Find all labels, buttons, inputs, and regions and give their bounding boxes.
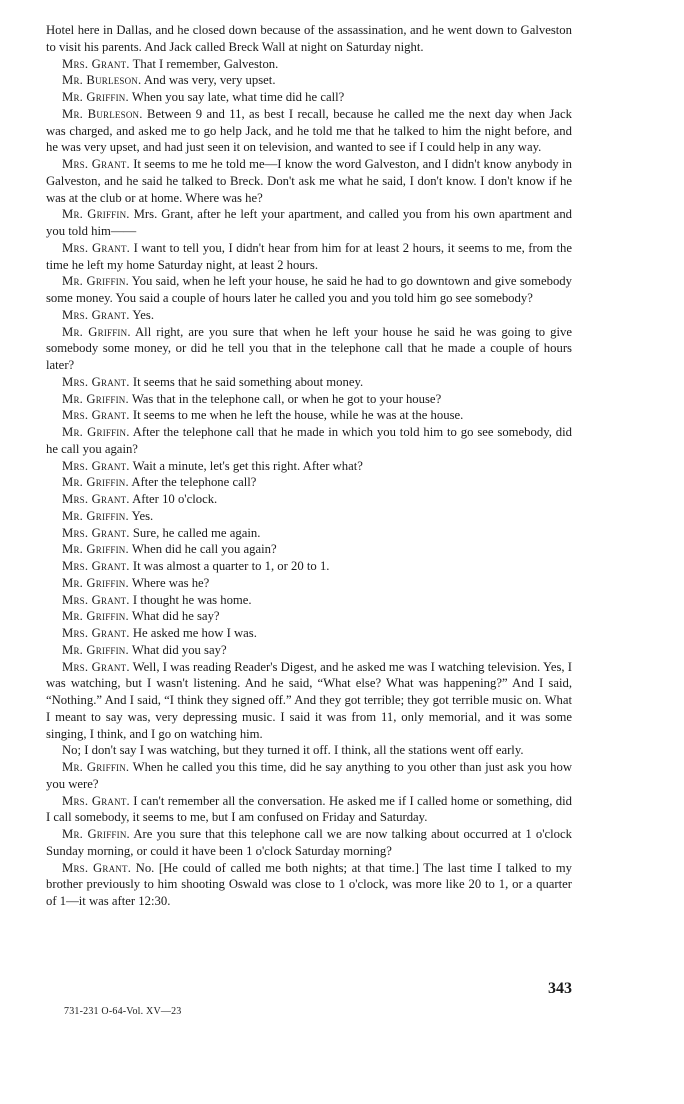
speaker-name: Mrs. Grant.: [62, 860, 132, 875]
transcript-paragraph: [46, 324, 572, 374]
transcript-paragraph: [46, 72, 572, 89]
speaker-name: Mr. Griffin.: [62, 642, 129, 657]
speaker-name: Mr. Burleson.: [62, 73, 142, 88]
speech-text: Wait a minute, let's get this right. After what?: [129, 458, 363, 473]
transcript-paragraph: [46, 558, 572, 575]
speaker-name: Mrs. Grant.: [62, 626, 130, 640]
speech-text: When you say late, what time did he call?: [128, 90, 345, 104]
speech-text: It seems to me when he left the house, while he was at the house.: [129, 408, 464, 423]
transcript-paragraph: [46, 273, 572, 307]
speech-text: I thought he was home.: [129, 592, 252, 607]
transcript-paragraph: [46, 860, 572, 910]
speech-text: I want to tell you, I didn't hear from him for at least 2 hours, it seems to me, from the time he left my home Saturday night, at least 2 hours.: [46, 240, 572, 272]
transcript-paragraph: [46, 508, 572, 525]
transcript-paragraph: [46, 793, 572, 827]
speech-text: After the telephone call?: [128, 475, 257, 490]
transcript-paragraph: [46, 89, 572, 106]
transcript-paragraph: [46, 240, 572, 274]
speaker-name: Mrs. Grant.: [62, 525, 130, 540]
transcript-paragraph: [46, 608, 572, 625]
speaker-name: Mrs. Grant.: [62, 56, 130, 71]
page-number: 343: [548, 980, 572, 997]
speech-text: Are you sure that this telephone call we are now talking about occurred at 1 o'clock Sunday morning, or could it have been 1 o'clock Saturday morning?: [46, 827, 573, 858]
speaker-name: Mrs. Grant.: [62, 458, 130, 473]
speech-text: You said, when he left your house, he said he had to go downtown and give somebody some money. You said a couple of hours later he called you and you told him go see somebody?: [46, 274, 572, 305]
transcript-paragraph: [46, 625, 572, 642]
speech-text: Between 9 and 11, as best I recall, because he called me the next day when Jack was charged, and asked me to go help Jack, and he told me that he talked to him the night before, and he was very upset, and had just seen it on television, and wanted to see if I could help in any way.: [46, 106, 572, 155]
speaker-name: Mrs. Grant.: [62, 408, 130, 423]
speaker-name: Mrs. Grant.: [62, 492, 130, 506]
transcript-paragraph: [46, 541, 572, 558]
speech-text: He asked me how I was.: [129, 626, 257, 640]
transcript-paragraph: [46, 659, 572, 743]
transcript-paragraph: [46, 424, 572, 458]
speech-text: Was that in the telephone call, or when he got to your house?: [128, 391, 442, 406]
speech-text: Well, I was reading Reader's Digest, and he asked me was I watching television. Yes, I was watching, but I wasn't listening. And he said, “What else? What was happening?” And I said, “Nothing.” And I said, “I think they signed off.” And they got terrible; they got terrible music on. What I meant to say was, very depressing music. I said it was from 11, only memorial, and it was some singing, I think, and I go on watching him.: [46, 659, 572, 741]
transcript-paragraph: [46, 759, 572, 793]
speaker-name: Mr. Griffin.: [62, 425, 130, 439]
speech-text: Hotel here in Dallas, and he closed down because of the assassination, and he went down to Galveston to visit his parents. And Jack called Breck Wall at night on Saturday night.: [46, 23, 572, 54]
speaker-name: Mr. Griffin.: [62, 827, 130, 841]
transcript-paragraph: [46, 391, 572, 408]
transcript-body: [46, 22, 572, 910]
speech-text: No; I don't say I was watching, but they turned it off. I think, all the stations went off early.: [62, 743, 524, 758]
speech-text: It was almost a quarter to 1, or 20 to 1.: [129, 559, 330, 573]
speech-text: When did he call you again?: [128, 542, 277, 557]
transcript-paragraph: [46, 575, 572, 592]
speaker-name: Mr. Griffin.: [62, 475, 129, 490]
speech-text: It seems that he said something about money.: [129, 374, 364, 389]
transcript-paragraph: [46, 56, 572, 73]
transcript-paragraph: [46, 407, 572, 424]
speaker-name: Mrs. Grant.: [62, 307, 130, 322]
speaker-name: Mr. Griffin.: [62, 760, 130, 774]
transcript-paragraph: [46, 826, 572, 860]
speech-text: It seems to me he told me—I know the word Galveston, and I didn't know anybody in Galveston, and he said he talked to Breck. Don't ask me what he said, I don't know. I don't know if he was at the club or at home. Where was he?: [46, 157, 572, 205]
transcript-paragraph: [46, 458, 572, 475]
speaker-name: Mr. Griffin.: [62, 508, 129, 523]
transcript-paragraph: [46, 374, 572, 391]
speaker-name: Mrs. Grant.: [62, 374, 130, 389]
speech-text: I can't remember all the conversation. He asked me if I called home or something, did I call somebody, it seems to me, but I am confused on Friday and Saturday.: [46, 793, 572, 825]
transcript-paragraph: [46, 307, 572, 324]
speech-text: Mrs. Grant, after he left your apartment, and called you from his own apartment and you told him——: [46, 207, 573, 238]
speech-text: All right, are you sure that when he left your house he said he was going to give somebody some money, or did he tell you that in the telephone call that he made a couple of hours later?: [46, 324, 572, 372]
speaker-name: Mr. Griffin.: [62, 274, 129, 289]
transcript-paragraph: [46, 474, 572, 491]
speaker-name: Mrs. Grant.: [62, 240, 131, 255]
speaker-name: Mrs. Grant.: [62, 793, 130, 808]
speaker-name: Mrs. Grant.: [62, 559, 130, 573]
speaker-name: Mr. Griffin.: [62, 391, 129, 406]
speech-text: What did you say?: [128, 642, 227, 657]
transcript-paragraph: [46, 642, 572, 659]
transcript-paragraph: [46, 106, 572, 156]
speaker-name: Mr. Griffin.: [62, 324, 131, 339]
transcript-paragraph: [46, 156, 572, 206]
speech-text: What did he say?: [128, 609, 220, 624]
speech-text: Sure, he called me again.: [129, 525, 261, 540]
speech-text: Where was he?: [128, 575, 210, 590]
speech-text: Yes.: [128, 508, 154, 523]
print-footer: 731-231 O-64-Vol. XV—23: [64, 1006, 182, 1017]
speech-text: When he called you this time, did he say anything to you other than just ask you how you were?: [46, 760, 572, 791]
speech-text: After the telephone call that he made in which you told him to go see somebody, did he call you again?: [46, 425, 572, 456]
transcript-paragraph: [46, 742, 572, 759]
speaker-name: Mr. Griffin.: [62, 575, 129, 590]
transcript-paragraph: [46, 22, 572, 56]
transcript-paragraph: [46, 491, 572, 508]
speaker-name: Mrs. Grant.: [62, 659, 130, 674]
speaker-name: Mr. Griffin.: [62, 207, 130, 222]
speaker-name: Mrs. Grant.: [62, 157, 130, 171]
transcript-paragraph: [46, 525, 572, 542]
speech-text: And was very, very upset.: [141, 73, 276, 88]
speech-text: After 10 o'clock.: [129, 492, 218, 506]
speech-text: Yes.: [129, 307, 155, 322]
speech-text: That I remember, Galveston.: [129, 56, 279, 71]
speaker-name: Mr. Griffin.: [62, 542, 129, 557]
transcript-paragraph: [46, 206, 572, 240]
speaker-name: Mr. Griffin.: [62, 90, 129, 104]
speaker-name: Mr. Burleson.: [62, 106, 143, 121]
transcript-paragraph: [46, 592, 572, 609]
speaker-name: Mr. Griffin.: [62, 609, 129, 624]
speech-text: No. [He could of called me both nights; at that time.] The last time I talked to my brother previously to him shooting Oswald was close to 1 o'clock, was more like 20 to 1, or a quarter of 1—it was after 12:30.: [46, 860, 572, 908]
speaker-name: Mrs. Grant.: [62, 592, 130, 607]
